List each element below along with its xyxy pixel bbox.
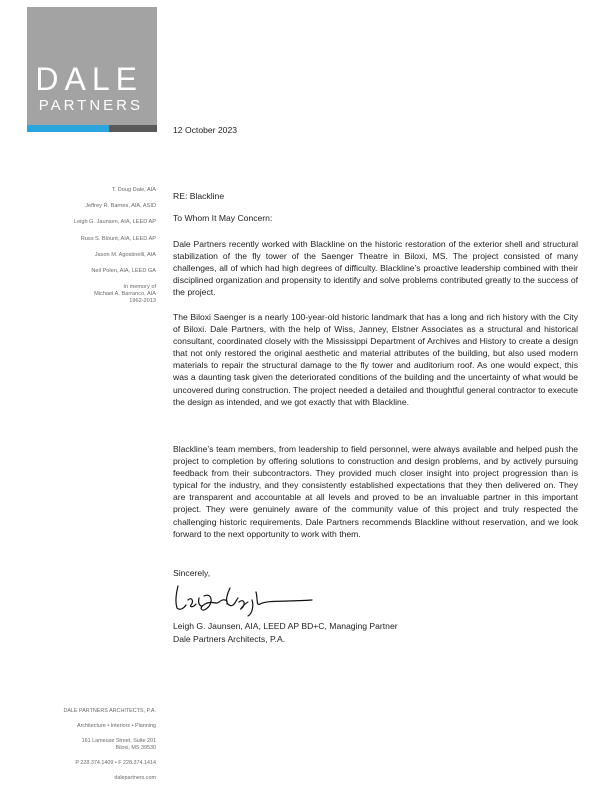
signer-name: Leigh G. Jaunsen, AIA, LEED AP BD+C, Managing Partner — [173, 621, 398, 631]
partners-list — [30, 187, 156, 305]
logo-accent-bar — [27, 125, 157, 132]
logo-line-partners: PARTNERS — [38, 97, 143, 114]
partner-name: Jason M. Agostinelli, AIA — [94, 251, 156, 258]
logo-accent-blue — [27, 125, 109, 132]
letter-closing: Sincerely, — [173, 568, 211, 578]
signer-firm: Dale Partners Architects, P.A. — [173, 634, 286, 644]
partner-name: Neil Polen, AIA, LEED GA — [91, 267, 156, 274]
letter-paragraph: The Biloxi Saenger is a nearly 100-year-old historic landmark that has a long and rich history with the City of Biloxi. Dale Partners, with the help of Wiss, Janney, Elstner Associates as a structural and historical consultant, coordinated closely with the Mississippi Department of Archives and History to create a design that not only restored the original aesthetic and material attributes of the building, but also used modern materials to repair the structural damage to the fly tower and auditorium roof. As one would expect, this was a daunting task given the deteriorated conditions of the building and the uncertainty of what would be uncovered during construction. The project needed a detailed and thoughtful general contractor to execute the design as intended, and we got exactly that with Blackline. — [173, 312, 578, 407]
memory-line: Michael A. Barranco, AIA — [94, 291, 156, 298]
logo-wordmark — [35, 63, 143, 115]
letter-date: 12 October 2023 — [173, 125, 238, 135]
letter-paragraph: Dale Partners recently worked with Blackline on the historic restoration of the exterior shell and structural stabilization of the fly tower of the Saenger Theatre in Biloxi, MS. The project consisted of many challenges, all of which had high degrees of difficulty. Blackline’s proactive leadership combined with their disciplined organization and propensity to identify and solve problems contributed greatly to the success of the project. — [173, 239, 578, 298]
letter-subject: RE: Blackline — [173, 191, 225, 201]
firm-services: Architecture • Interiors • Planning — [77, 723, 156, 729]
firm-phone: P 228.374.1409 • F 228.374.1414 — [75, 760, 156, 766]
firm-contact-block — [30, 708, 156, 782]
firm-address-line1: 161 Lameuse Street, Suite 201 — [81, 738, 156, 744]
letter-salutation: To Whom It May Concern: — [173, 213, 273, 223]
firm-address-line2: Biloxi, MS 39530 — [115, 745, 156, 751]
handwritten-signature — [172, 578, 322, 618]
partner-name: Russ S. Blount, AIA, LEED AP — [80, 235, 156, 242]
logo-line-dale: DALE — [35, 61, 143, 97]
firm-name: DALE PARTNERS ARCHITECTS, P.A. — [63, 708, 156, 714]
memory-line: 1962-2013 — [129, 298, 156, 305]
partner-name: Jeffrey R. Barnes, AIA, ASID — [85, 203, 156, 210]
firm-website[interactable]: dalepartners.com — [114, 775, 156, 781]
letter-paragraph: Blackline’s team members, from leadership to field personnel, were always available and helped push the project to completion by offering solutions to construction and design problems, and by actively pursuing feedback from their subcontractors. They provided much closer insight into project progression than is typical for the industry, and they consistently established expectations that they then delivered on. They are transparent and accountable at all levels and proved to be an invaluable partner in this important project. They were genuinely aware of the community value of this project and truly respected the challenging historic requirements. Dale Partners recommends Blackline without reservation, and we look forward to the next opportunity to work with them. — [173, 444, 578, 539]
in-memory-note — [30, 284, 156, 305]
memory-line: In memory of — [123, 284, 156, 291]
company-logo — [27, 7, 157, 125]
partner-name: Leigh G. Jaunsen, AIA, LEED AP — [73, 219, 156, 226]
partner-name: T. Doug Dale, AIA — [111, 187, 156, 193]
logo-accent-gray — [109, 125, 157, 132]
